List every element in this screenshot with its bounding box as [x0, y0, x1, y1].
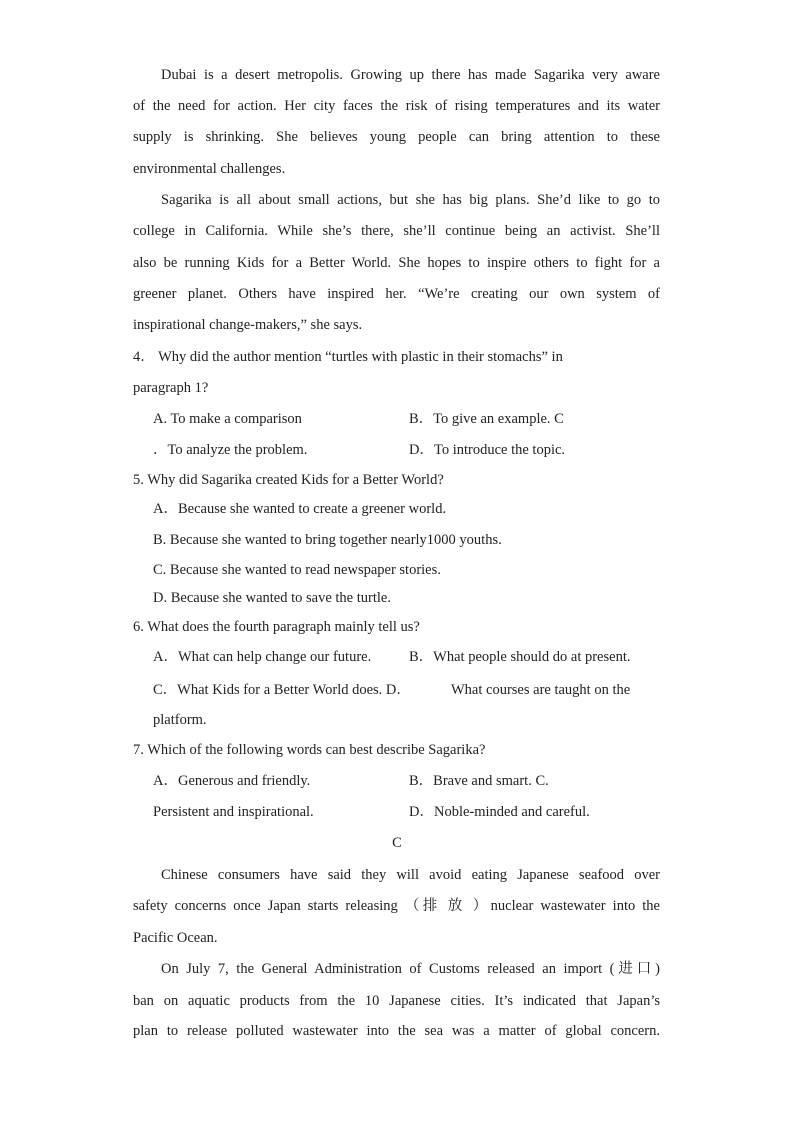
q6-option-d-continued: platform. — [153, 712, 207, 728]
q5-option-d: D. Because she wanted to save the turtle. — [153, 590, 391, 606]
q7-option-c: Persistent and inspirational. — [153, 804, 314, 820]
section-c-para1-line3: Pacific Ocean. — [133, 930, 218, 946]
passage-b-para2-line2: college in California. While she’s there, she’ll continue being an activist. She’ll — [133, 223, 660, 239]
q5-option-a: A．Because she wanted to create a greener world. — [153, 501, 447, 517]
passage-b-para1-line4: environmental challenges. — [133, 161, 286, 177]
passage-b-para2-line1: Sagarika is all about small actions, but she has big plans. She’d like to go to — [161, 192, 660, 208]
section-c-heading: C — [392, 835, 402, 851]
q7-option-b: B．Brave and smart. C. — [409, 773, 549, 789]
q4-option-a: A. To make a comparison — [153, 411, 302, 427]
q4-option-b: B．To give an example. C — [409, 411, 564, 427]
passage-b-para2-line4: greener planet. Others have inspired her. “We’re creating our own system of — [133, 286, 660, 302]
q6-stem: 6. What does the fourth paragraph mainly tell us? — [133, 619, 420, 635]
section-c-para1-line2: safety concerns once Japan starts releasing （排 放 ）nuclear wastewater into the — [133, 898, 660, 914]
section-c-para1-line1: Chinese consumers have said they will avoid eating Japanese seafood over — [161, 867, 660, 883]
passage-b-para1-line2: of the need for action. Her city faces the risk of rising temperatures and its water — [133, 98, 660, 114]
section-c-para2-line2: ban on aquatic products from the 10 Japanese cities. It’s indicated that Japan’s — [133, 993, 660, 1009]
q5-option-b: B. Because she wanted to bring together nearly1000 youths. — [153, 532, 502, 548]
q4-stem-line1: 4． Why did the author mention “turtles with plastic in their stomachs” in — [133, 349, 563, 365]
q5-option-c: C. Because she wanted to read newspaper stories. — [153, 562, 441, 578]
q6-option-d: What courses are taught on the — [451, 682, 631, 698]
q6-option-a: A．What can help change our future. — [153, 649, 372, 665]
passage-b-para2-line5: inspirational change-makers,” she says. — [133, 317, 363, 333]
q4-option-d: D．To introduce the topic. — [409, 442, 566, 458]
q6-option-c: C．What Kids for a Better World does. D． — [153, 682, 411, 698]
q5-stem: 5. Why did Sagarika created Kids for a Better World? — [133, 472, 444, 488]
passage-b-para1-line3: supply is shrinking. She believes young people can bring attention to these — [133, 129, 660, 145]
q7-option-d: D．Noble-minded and careful. — [409, 804, 590, 820]
passage-b-para2-line3: also be running Kids for a Better World. She hopes to inspire others to fight for a — [133, 255, 660, 271]
section-c-para2-line1: On July 7, the General Administration of Customs released an import (进口) — [161, 961, 660, 977]
q4-option-c: ．To analyze the problem. — [153, 442, 308, 458]
passage-b-para1-line1: Dubai is a desert metropolis. Growing up there has made Sagarika very aware — [161, 67, 660, 83]
q7-stem: 7. Which of the following words can best describe Sagarika? — [133, 742, 486, 758]
q7-option-a: A．Generous and friendly. — [153, 773, 311, 789]
q4-stem-line2: paragraph 1? — [133, 380, 209, 396]
section-c-para2-line3: plan to release polluted wastewater into the sea was a matter of global concern. — [133, 1023, 660, 1039]
q6-option-b: B．What people should do at present. — [409, 649, 631, 665]
